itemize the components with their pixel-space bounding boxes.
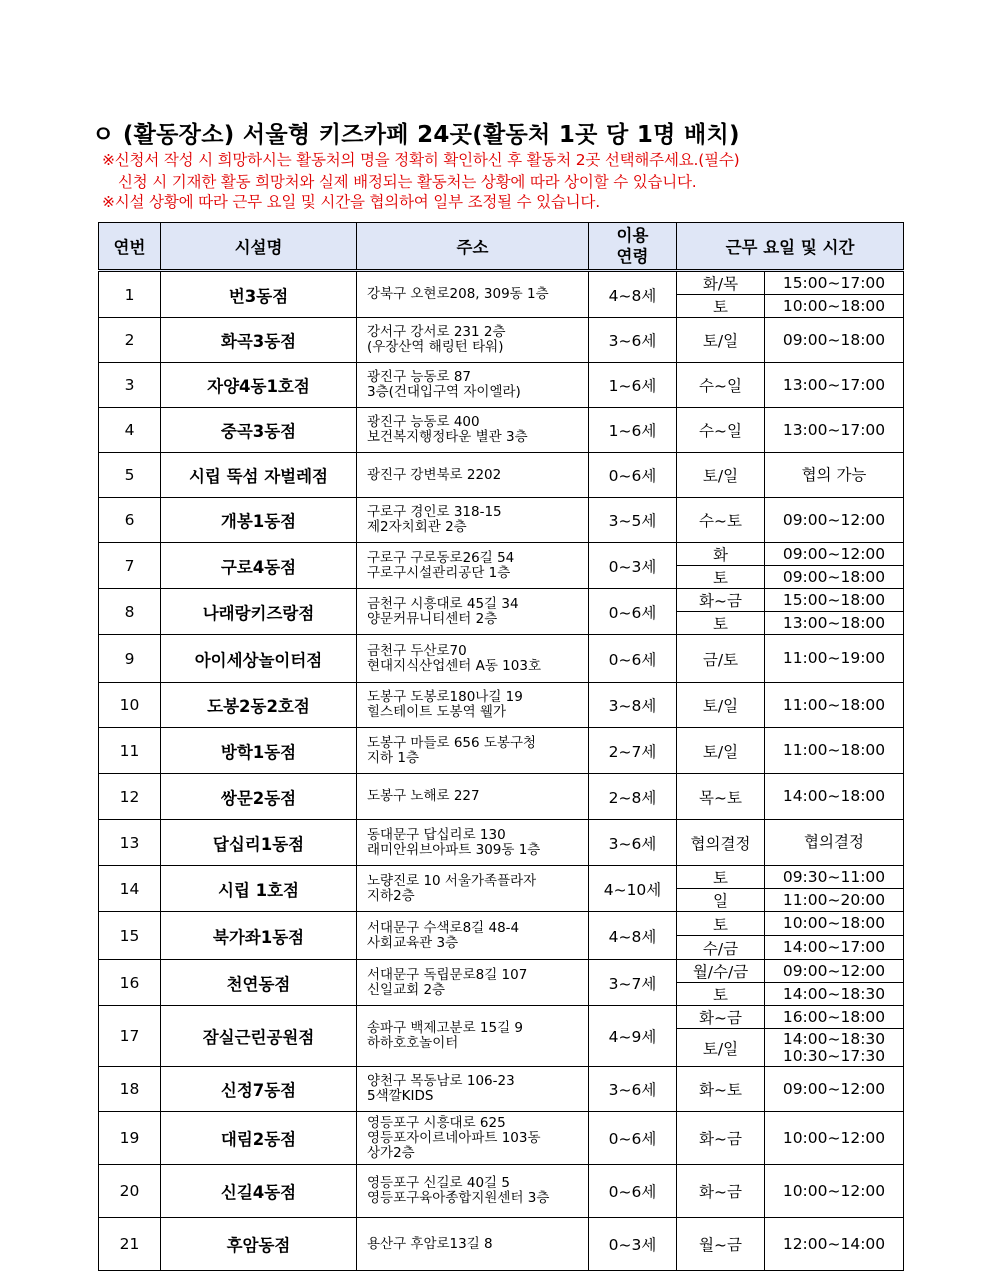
cell-address [357,1165,589,1218]
cell-facility-name: 개봉1동점 [161,498,357,543]
cell-facility-name: 북가좌1동점 [161,912,357,960]
time-line: 11:00~18:00 [782,695,886,714]
cell-time [765,820,904,866]
notice-line-3: ※시설 상황에 따라 근무 요일 및 시간을 협의하여 일부 조정될 수 있습니다. [102,193,600,211]
address-line: 영등포자이르네아파트 103동 [367,1129,541,1146]
cell-no: 9 [99,635,161,683]
cell-no: 19 [99,1112,161,1165]
cell-time [765,774,904,820]
cell-day: 월/수/금 [677,960,765,983]
cell-facility-name: 신길4동점 [161,1165,357,1218]
cell-address [357,820,589,866]
cell-no: 18 [99,1067,161,1112]
cell-no: 10 [99,683,161,728]
cell-day: 토 [677,866,765,889]
cell-no: 5 [99,453,161,498]
address-line: 영등포구 신길로 40길 5 [367,1175,510,1191]
cell-address [357,866,589,912]
cell-time [765,453,904,498]
time-line: 09:00~18:00 [782,330,886,349]
address-line: 광진구 능동로 87 [367,369,472,385]
table-row [99,728,904,774]
cell-age: 3~8세 [589,683,677,728]
cell-facility-name: 자양4동1호점 [161,363,357,408]
cell-age: 0~6세 [589,635,677,683]
address-line: 5색깔KIDS [367,1088,434,1104]
time-line: 09:00~12:00 [782,961,886,980]
time-line: 10:30~17:30 [782,1046,886,1065]
cell-no: 21 [99,1218,161,1271]
cell-facility-name: 잠실근린공원점 [161,1006,357,1067]
cell-day: 월~금 [677,1218,765,1271]
cell-address [357,589,589,635]
header-no: 연번 [99,223,161,271]
address-line: 양천구 목동남로 106-23 [367,1073,515,1089]
cell-address [357,498,589,543]
cell-day: 토 [677,912,765,936]
time-line: 09:00~12:00 [782,510,886,529]
address-line: 제2자치회관 2층 [367,519,467,535]
cell-time [765,589,904,612]
address-line: 보건복지행정타운 별관 3층 [367,429,528,445]
time-line: 09:00~12:00 [782,1079,886,1098]
cell-no: 1 [99,271,161,318]
address-line: 구로구 경인로 318-15 [367,504,502,520]
cell-day: 토/일 [677,683,765,728]
cell-facility-name: 중곡3동점 [161,408,357,453]
address-line: 노량진로 10 서울가족플라자 [367,872,537,889]
time-line: 13:00~18:00 [782,613,886,632]
address-line: 구로구 구로동로26길 54 [367,549,515,566]
cell-address [357,1006,589,1067]
time-line: 14:00~18:00 [782,787,886,805]
address-line: 영등포구육아종합지원센터 3층 [367,1190,550,1206]
cell-time [765,635,904,683]
table-row [99,589,904,612]
time-line: 협의 가능 [801,465,867,484]
header-age-line2: 연령 [616,247,649,266]
cell-age: 0~6세 [589,1112,677,1165]
header-age-line1: 이용 [616,226,649,245]
cell-time [765,866,904,889]
cell-facility-name: 시립 1호점 [161,866,357,912]
cell-facility-name: 도봉2동2호점 [161,683,357,728]
time-line: 11:00~20:00 [782,890,886,909]
table-row [99,1165,904,1218]
address-line: 송파구 백제고분로 15길 9 [367,1020,524,1036]
cell-age: 4~8세 [589,912,677,960]
time-line: 12:00~14:00 [782,1234,886,1253]
cell-day: 토 [677,295,765,318]
cell-address [357,1067,589,1112]
cell-address [357,271,589,318]
cell-age: 3~6세 [589,820,677,866]
cell-age: 3~7세 [589,960,677,1006]
cell-facility-name: 방학1동점 [161,728,357,774]
table-row [99,1006,904,1029]
cell-address [357,363,589,408]
table-row [99,635,904,683]
time-line: 10:00~18:00 [782,296,886,315]
cell-time [765,889,904,912]
cell-facility-name: 천연동점 [161,960,357,1006]
address-line: 사회교육관 3층 [367,934,459,951]
cell-no: 11 [99,728,161,774]
address-line: 현대지식산업센터 A동 103호 [367,657,541,674]
cell-no: 14 [99,866,161,912]
cell-facility-name: 화곡3동점 [161,318,357,363]
cell-day: 토/일 [677,453,765,498]
address-line: 동대문구 답십리로 130 [367,826,506,843]
cell-time [765,1067,904,1112]
address-line: 도봉구 도봉로180나길 19 [367,689,523,705]
cell-time [765,1218,904,1271]
table-row [99,543,904,566]
cell-time [765,728,904,774]
cell-time [765,960,904,983]
address-line: 지하2층 [367,887,415,904]
cell-day: 토 [677,983,765,1006]
cell-day: 화~금 [677,589,765,612]
address-line: 서대문구 독립문로8길 107 [367,966,528,983]
notice-line-1: ※신청서 작성 시 희망하시는 활동처의 명을 정확히 확인하신 후 활동처 2곳 선택해주세요.(필수) [102,151,740,169]
address-line: 지하 1층 [367,749,420,766]
table-row [99,363,904,408]
cell-facility-name: 신정7동점 [161,1067,357,1112]
cell-day: 금/토 [677,635,765,683]
time-line: 15:00~18:00 [782,590,886,609]
time-line: 15:00~17:00 [782,273,886,292]
time-line: 09:00~12:00 [782,544,886,563]
table-row [99,1067,904,1112]
cell-facility-name: 나래랑키즈랑점 [161,589,357,635]
cell-time [765,498,904,543]
table-body [99,271,904,1271]
header-name: 시설명 [161,223,357,271]
cell-age: 3~6세 [589,1067,677,1112]
address-line: 영등포구 시흥대로 625 [367,1114,506,1131]
cell-time [765,936,904,960]
table-row [99,1218,904,1271]
table-row [99,318,904,363]
time-line: 14:00~17:00 [782,938,886,956]
time-line: 13:00~17:00 [782,375,886,394]
cell-time [765,683,904,728]
address-line: 금천구 두산로70 [367,642,467,659]
cell-time [765,983,904,1006]
kids-cafe-table [98,222,904,1271]
cell-time [765,271,904,295]
cell-age: 1~6세 [589,363,677,408]
cell-age: 4~10세 [589,866,677,912]
cell-day: 수~일 [677,363,765,408]
address-line: 힐스테이트 도봉역 웰가 [367,704,506,720]
cell-facility-name: 시립 뚝섬 자벌레점 [161,453,357,498]
cell-address [357,912,589,960]
cell-time [765,566,904,589]
cell-facility-name: 번3동점 [161,271,357,318]
cell-time [765,295,904,318]
cell-facility-name: 구로4동점 [161,543,357,589]
cell-address [357,960,589,1006]
table-row [99,912,904,936]
time-line: 13:00~17:00 [782,420,886,439]
cell-day: 협의결정 [677,820,765,866]
address-line: 래미안위브아파트 309동 1층 [367,841,541,858]
cell-age: 0~6세 [589,1165,677,1218]
cell-address [357,635,589,683]
address-line: 3층(건대입구역 자이엘라) [367,384,521,400]
cell-day: 수~일 [677,408,765,453]
address-line: 강서구 강서로 231 2층 [367,324,506,340]
cell-facility-name: 후암동점 [161,1218,357,1271]
cell-age: 4~9세 [589,1006,677,1067]
cell-no: 2 [99,318,161,363]
cell-address [357,1218,589,1271]
cell-day: 토 [677,612,765,635]
cell-address [357,408,589,453]
cell-address [357,543,589,589]
cell-facility-name: 아이세상놀이터점 [161,635,357,683]
cell-address [357,728,589,774]
time-line: 16:00~18:00 [782,1007,886,1026]
cell-time [765,1029,904,1067]
cell-time [765,363,904,408]
cell-time [765,1112,904,1165]
cell-time [765,612,904,635]
address-line: 강북구 오현로208, 309동 1층 [367,286,549,302]
cell-age: 2~7세 [589,728,677,774]
cell-address [357,774,589,820]
cell-age: 1~6세 [589,408,677,453]
cell-no: 6 [99,498,161,543]
cell-no: 12 [99,774,161,820]
time-line: 협의결정 [804,833,864,851]
address-line: 용산구 후암로13길 8 [367,1235,493,1252]
cell-age: 0~3세 [589,1218,677,1271]
cell-day: 수/금 [677,936,765,960]
time-line: 14:00~18:30 [782,1029,886,1048]
address-line: 광진구 능동로 400 [367,414,480,430]
cell-no: 8 [99,589,161,635]
table-row [99,820,904,866]
address-line: 광진구 강변북로 2202 [367,466,502,483]
table-row [99,1112,904,1165]
cell-address [357,318,589,363]
address-line: 상가2층 [367,1144,415,1161]
cell-address [357,453,589,498]
time-line: 11:00~19:00 [782,649,886,667]
cell-facility-name: 답십리1동점 [161,820,357,866]
cell-age: 3~5세 [589,498,677,543]
cell-age: 2~8세 [589,774,677,820]
time-line: 14:00~18:30 [782,984,886,1003]
cell-no: 7 [99,543,161,589]
table-row [99,271,904,295]
cell-day: 화~금 [677,1006,765,1029]
cell-day: 토/일 [677,1029,765,1067]
notice-line-2: 신청 시 기재한 활동 희망처와 실제 배정되는 활동처는 상황에 따라 상이할 수 있습니다. [118,173,697,191]
address-line: 금천구 시흥대로 45길 34 [367,595,519,612]
cell-age: 0~6세 [589,453,677,498]
time-line: 10:00~18:00 [782,914,886,932]
cell-day: 화 [677,543,765,566]
cell-age: 4~8세 [589,271,677,318]
address-line: 신일교회 2층 [367,981,446,998]
cell-time [765,543,904,566]
address-line: 양문커뮤니티센터 2층 [367,610,498,627]
cell-address [357,683,589,728]
table-row [99,774,904,820]
cell-time [765,1165,904,1218]
cell-day: 화/목 [677,271,765,295]
cell-age: 0~6세 [589,589,677,635]
cell-no: 16 [99,960,161,1006]
address-line: 하하호호놀이터 [367,1035,459,1051]
cell-time [765,408,904,453]
cell-age: 3~6세 [589,318,677,363]
table-row [99,960,904,983]
table-row [99,453,904,498]
cell-time [765,318,904,363]
table-row [99,408,904,453]
cell-no: 20 [99,1165,161,1218]
cell-day: 토/일 [677,318,765,363]
header-address: 주소 [357,223,589,271]
cell-day: 화~금 [677,1165,765,1218]
cell-day: 화~금 [677,1112,765,1165]
time-line: 10:00~12:00 [782,1128,886,1147]
cell-day: 화~토 [677,1067,765,1112]
address-line: (우장산역 해링턴 타워) [367,339,504,355]
header-schedule: 근무 요일 및 시간 [677,223,904,271]
cell-day: 토 [677,566,765,589]
cell-day: 수~토 [677,498,765,543]
cell-facility-name: 쌍문2동점 [161,774,357,820]
cell-time [765,1006,904,1029]
address-line: 서대문구 수색로8길 48-4 [367,919,520,936]
cell-no: 3 [99,363,161,408]
cell-day: 일 [677,889,765,912]
section-title: ㅇ (활동장소) 서울형 키즈카페 24곳(활동처 1곳 당 1명 배치) [92,122,740,148]
cell-address [357,1112,589,1165]
time-line: 10:00~12:00 [782,1181,886,1200]
cell-day: 토/일 [677,728,765,774]
table-row [99,866,904,889]
cell-no: 15 [99,912,161,960]
table-row [99,498,904,543]
cell-no: 4 [99,408,161,453]
cell-facility-name: 대림2동점 [161,1112,357,1165]
address-line: 구로구시설관리공단 1층 [367,564,511,581]
cell-time [765,912,904,936]
time-line: 11:00~18:00 [782,741,886,759]
time-line: 09:00~18:00 [782,567,886,586]
cell-no: 13 [99,820,161,866]
address-line: 도봉구 노해로 227 [367,788,480,804]
header-age [589,223,677,271]
time-line: 09:30~11:00 [782,867,886,886]
table-row [99,683,904,728]
cell-day: 목~토 [677,774,765,820]
cell-age: 0~3세 [589,543,677,589]
cell-no: 17 [99,1006,161,1067]
address-line: 도봉구 마들로 656 도봉구청 [367,734,537,751]
